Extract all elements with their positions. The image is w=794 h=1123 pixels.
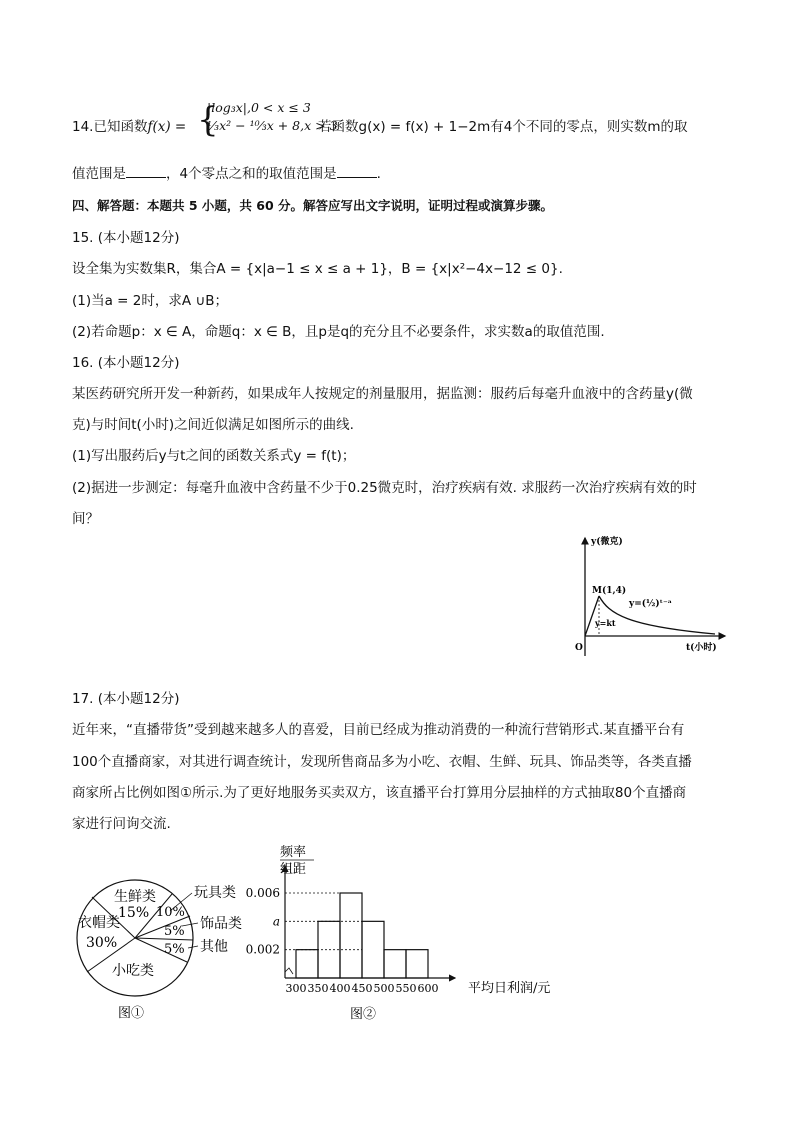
histogram-chart <box>240 840 580 1030</box>
graph-origin: O <box>575 643 583 653</box>
q14-line1 <box>72 117 186 137</box>
hist-bar <box>384 950 406 978</box>
hist-x-tick-label: 500 <box>373 982 395 995</box>
pie-pct-clothing: 30% <box>86 935 118 951</box>
pie-label-jewelry: 饰品类 <box>200 916 242 932</box>
graph-line-label: y=kt <box>595 618 616 628</box>
axis-break-icon <box>285 968 293 974</box>
hist-bar <box>362 921 384 978</box>
drug-concentration-graph <box>565 530 730 660</box>
hist-x-tick-label: 400 <box>329 982 351 995</box>
hist-x-tick-label: 350 <box>307 982 329 995</box>
q15-part2: (2)若命题p：x ∈ A，命题q：x ∈ B，且p是q的充分且不必要条件，求实数a的取值范围. <box>72 324 605 340</box>
pie-pct-other: 5% <box>164 942 185 957</box>
hist-ylabel-top: 频率 <box>280 845 307 860</box>
q14-line2-a: 值范围是 <box>72 166 126 182</box>
hist-ylabel-bottom: 组距 <box>280 862 307 877</box>
q16-header: 16. (本小题12分) <box>72 355 180 371</box>
q17-stem-3: 商家所占比例如图①所示.为了更好地服务买卖双方，该直播平台打算用分层抽样的方式抽取80个直播商 <box>72 785 687 801</box>
q16-part2-a: (2)据进一步测定：每毫升血液中含药量不少于0.25微克时，治疗疾病有效. 求服药一次治疗疾病有效的时 <box>72 480 697 496</box>
pie-pct-fresh: 15% <box>118 905 150 921</box>
hist-xlabel: 平均日利润/元 <box>468 981 551 996</box>
q14-case2: ⅓x² − ¹⁰⁄₃x + 8,x > 3 <box>207 118 338 133</box>
line-segment <box>585 596 599 636</box>
section-heading: 四、解答题：本题共 5 小题，共 60 分。解答应写出文字说明，证明过程或演算步骤。 <box>72 198 554 213</box>
q15-stem: 设全集为实数集R，集合A = {x|a−1 ≤ x ≤ a + 1}，B = {x|x²−4x−12 ≤ 0}. <box>72 261 563 277</box>
q14-function-name: f(x) = <box>147 119 187 135</box>
hist-x-tick-label: 600 <box>417 982 439 995</box>
hist-y-tick-label: 0.006 <box>245 886 280 900</box>
q16-stem-2: 克)与时间t(小时)之间近似满足如图所示的曲线. <box>72 417 354 433</box>
q14-line2-c: . <box>376 166 381 182</box>
graph-point-label: M(1,4) <box>592 586 627 596</box>
pie-label-clothing: 衣帽类 <box>78 915 120 931</box>
q16-stem-1: 某医药研究所开发一种新药，如果成年人按规定的剂量服用，据监测：服药后每毫升血液中的含药量y(微 <box>72 386 693 402</box>
pie-pct-jewelry: 5% <box>164 924 185 939</box>
q17-stem-1: 近年来，“直播带货”受到越来越多人的喜爱，目前已经成为推动消费的一种流行营销形式.某直播平台有 <box>72 722 685 738</box>
pie-label-snacks: 小吃类 <box>112 963 154 979</box>
graph-y-label: y(微克) <box>591 537 623 547</box>
answer-blank-1[interactable] <box>126 165 166 178</box>
answer-blank-2[interactable] <box>337 165 377 178</box>
q14-line2-b: ，4个零点之和的取值范围是 <box>166 166 337 182</box>
hist-bar <box>296 950 318 978</box>
pie-label-fresh: 生鲜类 <box>114 889 156 905</box>
hist-x-tick-label: 450 <box>351 982 373 995</box>
hist-x-tick-label: 300 <box>285 982 307 995</box>
q15-part1: (1)当a = 2时，求A ∪B； <box>72 293 229 309</box>
brace-icon: { <box>197 100 219 140</box>
pie-chart <box>70 870 260 1030</box>
q16-part2-b: 间？ <box>72 511 99 527</box>
q14-suffix: 若函数g(x) = f(x) + 1−2m有4个不同的零点，则实数m的取 <box>318 119 688 135</box>
hist-bar <box>406 950 428 978</box>
q17-stem-2: 100个直播商家，对其进行调查统计，发现所售商品多为小吃、衣帽、生鲜、玩具、饰品类等，各类直播 <box>72 754 692 770</box>
q14-case1: |log₃x|,0 < x ≤ 3 <box>207 100 311 115</box>
q14-line2 <box>72 164 381 184</box>
graph-x-label: t(小时) <box>686 643 717 653</box>
hist-x-tick-label: 550 <box>395 982 417 995</box>
hist-bar <box>340 893 362 978</box>
q17-stem-4: 家进行问询交流. <box>72 816 171 832</box>
q15-header: 15. (本小题12分) <box>72 230 180 246</box>
pie-pct-toys: 10% <box>156 905 185 920</box>
pie-label-other: 其他 <box>200 939 228 955</box>
graph-curve-label: y=(½)ᵗ⁻ᵃ <box>629 599 672 609</box>
q17-header: 17. (本小题12分) <box>72 691 180 707</box>
hist-caption: 图② <box>350 1007 377 1022</box>
hist-y-tick-label: 0.002 <box>245 942 280 957</box>
pie-label-toys: 玩具类 <box>194 885 236 901</box>
q14-prefix: 14.已知函数 <box>72 119 148 135</box>
pie-caption: 图① <box>118 1006 145 1021</box>
hist-y-tick-label: a <box>272 914 280 929</box>
q16-part1: (1)写出服药后y与t之间的函数关系式y = f(t)； <box>72 448 356 464</box>
